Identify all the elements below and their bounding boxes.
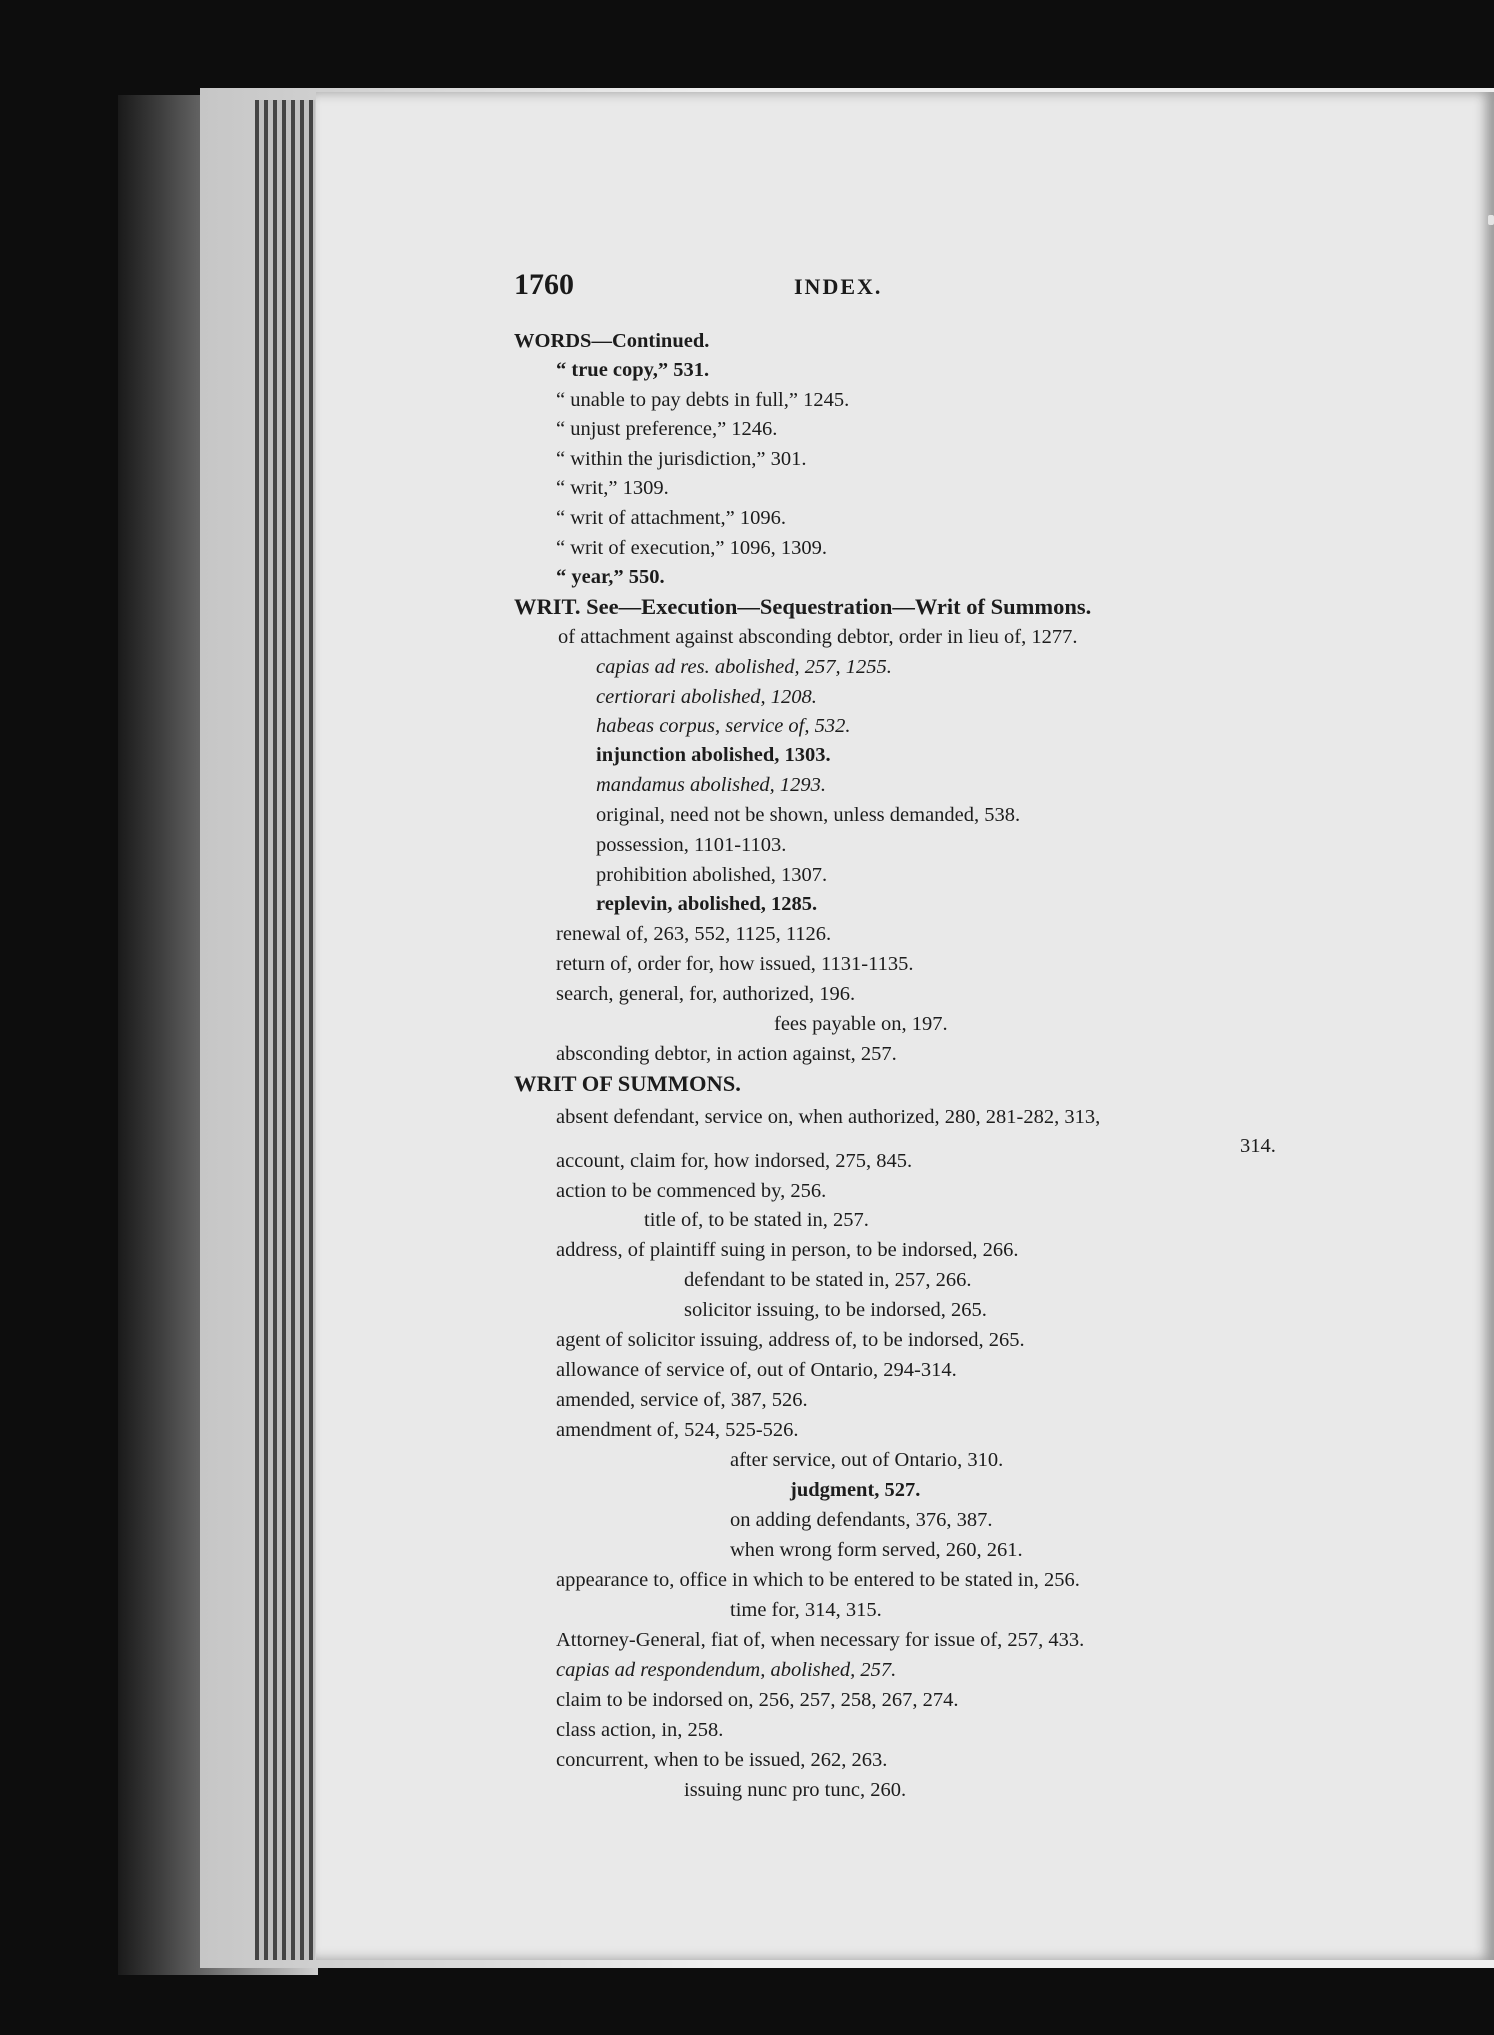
index-line: WORDS—Continued. <box>514 330 710 352</box>
index-line: prohibition abolished, 1307. <box>596 864 828 886</box>
index-line: address, of plaintiff suing in person, to be indorsed, 266. <box>556 1239 1019 1261</box>
index-line: allowance of service of, out of Ontario, 294-314. <box>556 1359 957 1381</box>
index-line: “ writ,” 1309. <box>556 477 669 499</box>
index-line: defendant to be stated in, 257, 266. <box>684 1269 972 1291</box>
index-line: solicitor issuing, to be indorsed, 265. <box>684 1299 987 1321</box>
index-line: time for, 314, 315. <box>730 1599 882 1621</box>
index-line: injunction abolished, 1303. <box>596 744 831 766</box>
index-line: agent of solicitor issuing, address of, to be indorsed, 265. <box>556 1329 1025 1351</box>
continuation-note: 314. <box>1240 1135 1276 1157</box>
index-line: “ writ of execution,” 1096, 1309. <box>556 537 827 559</box>
index-line: return of, order for, how issued, 1131-1135. <box>556 953 914 975</box>
index-line: when wrong form served, 260, 261. <box>730 1539 1023 1561</box>
index-line: possession, 1101-1103. <box>596 834 787 856</box>
index-line: absconding debtor, in action against, 257. <box>556 1043 897 1065</box>
page-edges <box>255 100 315 1960</box>
index-line: amendment of, 524, 525-526. <box>556 1419 799 1441</box>
index-line: habeas corpus, service of, 532. <box>596 715 851 737</box>
page-number: 1760 <box>514 268 574 301</box>
index-line: amended, service of, 387, 526. <box>556 1389 808 1411</box>
index-line: of attachment against absconding debtor, order in lieu of, 1277. <box>558 626 1078 648</box>
index-line: renewal of, 263, 552, 1125, 1126. <box>556 923 832 945</box>
index-line: capias ad respondendum, abolished, 257. <box>556 1659 897 1681</box>
index-line: account, claim for, how indorsed, 275, 845. <box>556 1150 913 1172</box>
index-line: concurrent, when to be issued, 262, 263. <box>556 1749 888 1771</box>
index-line: absent defendant, service on, when authorized, 280, 281-282, 313, <box>556 1106 1101 1128</box>
index-line: issuing nunc pro tunc, 260. <box>684 1779 907 1801</box>
page-header <box>514 268 1274 308</box>
index-heading: WRIT OF SUMMONS. <box>514 1071 741 1096</box>
index-line: original, need not be shown, unless demanded, 538. <box>596 804 1021 826</box>
index-line: on adding defendants, 376, 387. <box>730 1509 993 1531</box>
index-line: capias ad res. abolished, 257, 1255. <box>596 656 892 678</box>
index-line: “ within the jurisdiction,” 301. <box>556 448 807 470</box>
index-line: Attorney-General, fiat of, when necessary for issue of, 257, 433. <box>556 1629 1085 1651</box>
index-line: “ year,” 550. <box>556 566 665 588</box>
index-heading: WRIT. See—Execution—Sequestration—Writ of Summons. <box>514 594 1092 619</box>
index-line: replevin, abolished, 1285. <box>596 893 818 915</box>
index-line: title of, to be stated in, 257. <box>644 1209 869 1231</box>
index-line: appearance to, office in which to be entered to be stated in, 256. <box>556 1569 1080 1591</box>
index-line: “ writ of attachment,” 1096. <box>556 507 786 529</box>
running-title: INDEX. <box>794 274 883 299</box>
index-line: mandamus abolished, 1293. <box>596 774 827 796</box>
scan-speck <box>1488 215 1494 225</box>
index-line: class action, in, 258. <box>556 1719 724 1741</box>
index-line: action to be commenced by, 256. <box>556 1180 827 1202</box>
index-line: fees payable on, 197. <box>774 1013 948 1035</box>
index-line: “ unable to pay debts in full,” 1245. <box>556 389 850 411</box>
index-line: certiorari abolished, 1208. <box>596 686 817 708</box>
index-line: “ unjust preference,” 1246. <box>556 418 778 440</box>
index-line: “ true copy,” 531. <box>556 359 710 381</box>
index-line: search, general, for, authorized, 196. <box>556 983 856 1005</box>
index-line: after service, out of Ontario, 310. <box>730 1449 1004 1471</box>
index-line: judgment, 527. <box>790 1479 921 1501</box>
index-line: claim to be indorsed on, 256, 257, 258, 267, 274. <box>556 1689 959 1711</box>
